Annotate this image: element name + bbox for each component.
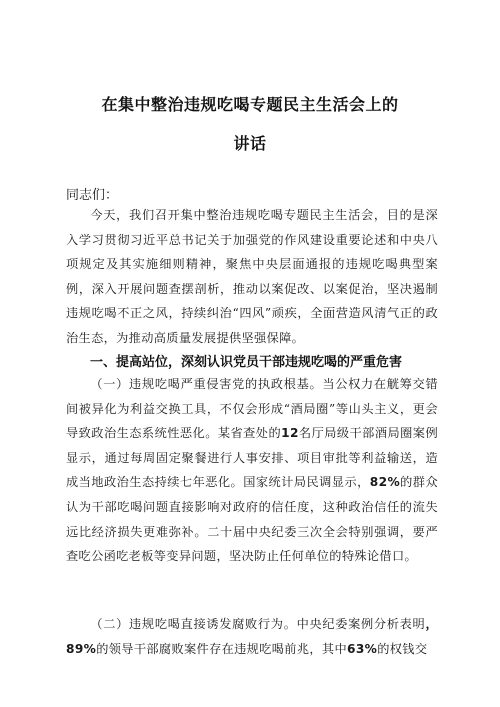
document-title-line2: 讲话 [233, 134, 267, 153]
highlight-number: 12 [281, 426, 299, 441]
paragraph-text: （一）违规吃喝严重侵害党的执政根基。当公权力在觥筹交错间被异化为利益交换工具，不仅会形成“酒局圈”等山头主义，更会导致政治生态系统性恶化。某省查处的 [66, 377, 438, 441]
paragraph-text: 的权钱交 [377, 641, 428, 656]
greeting: 同志们： [66, 188, 119, 203]
paragraph-text: 的领导干部腐败案件存在违规吃喝前兆，其中 [96, 641, 347, 656]
paragraph-text: 名厅局级干部酒局圈案例显示，通过每周固定聚餐进行人事安排、项目审批等利益输送，造成当地政治生态持续七年恶化。国家统计局民调显示， [66, 426, 438, 490]
highlight-number: 82% [369, 475, 401, 490]
highlight-number: 63% [346, 641, 378, 656]
intro-paragraph: 今天，我们召开集中整治违规吃喝专题民主生活会，目的是深入学习贯彻习近平总书记关于加强党的作风建设重要论述和中央八项规定及其实施细则精神，聚焦中央层面通报的违规吃喝典型案例，深入开展问题查摆剖析，推动以案促改、以案促治，坚决遏制违规吃喝不正之风，持续纠治“四风”顽疾，全面营造风清气正的政治生态，为推动高质量发展提供坚强保障。 [66, 208, 438, 345]
point-paragraph-2 [66, 612, 438, 661]
point-paragraph-1 [66, 372, 438, 569]
paragraph-text: （二）违规吃喝直接诱发腐败行为。中央纪委案例分析表明 [90, 617, 426, 631]
highlight-number: ，89% [66, 617, 438, 656]
paragraph-text: 的群众认为干部吃喝问题直接影响对政府的信任度，这种政治信任的流失远比经济损失更难弥补。二十届中央纪委三次全会特别强调，要严查吃公函吃老板等变异问题，坚决防止任何单位的特殊论借口。 [66, 475, 438, 564]
document-title: 在集中整治违规吃喝专题民主生活会上的 [101, 95, 399, 114]
section-heading: 一、提高站位，深刻认识党员干部违规吃喝的严重危害 [90, 355, 403, 370]
